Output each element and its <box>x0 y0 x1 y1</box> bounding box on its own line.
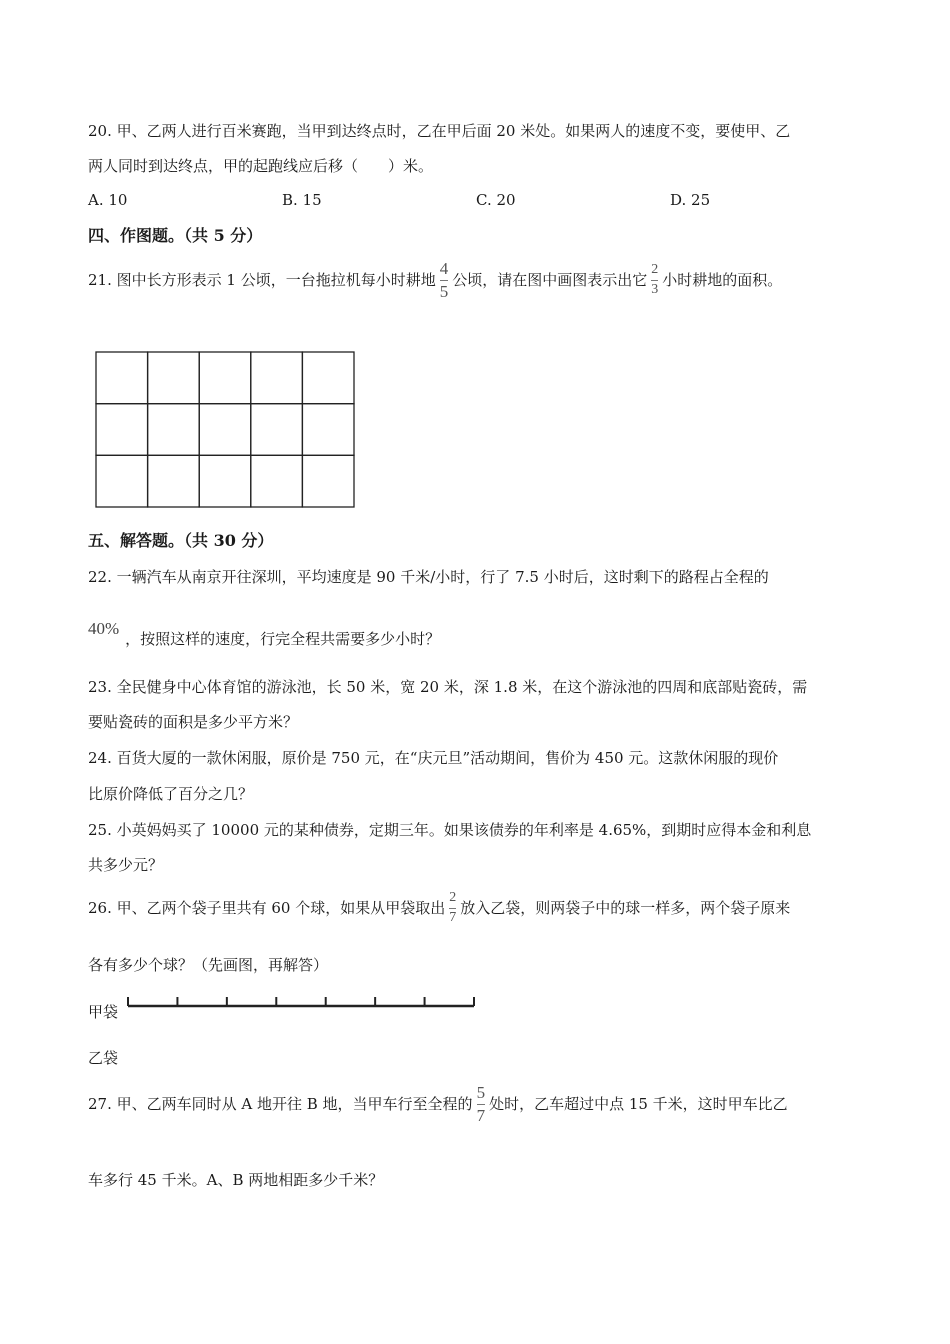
q21-part3: 小时耕地的面积。 <box>662 271 783 290</box>
q26-frac-den: 7 <box>449 909 457 925</box>
grid-cell[interactable] <box>96 352 148 404</box>
q26-part2: 放入乙袋，则两袋子中的球一样多，两个袋子原来 <box>460 899 791 918</box>
grid-cell[interactable] <box>148 455 200 507</box>
section-5-heading: 五、解答题。（共 30 分） <box>88 531 274 550</box>
q26-fraction <box>449 891 456 925</box>
grid-cell[interactable] <box>96 455 148 507</box>
q21-frac2-den: 3 <box>651 281 659 297</box>
q20-option-d: D. 25 <box>670 191 711 209</box>
grid-cell[interactable] <box>148 352 200 404</box>
q24-line1: 24. 百货大厦的一款休闲服，原价是 750 元，在“庆元旦”活动期间，售价为 450 元。这款休闲服的现价 <box>88 749 779 767</box>
q27-fraction <box>477 1084 486 1125</box>
grid-cell[interactable] <box>251 455 303 507</box>
q20-option-a: A. 10 <box>88 191 128 209</box>
q27-frac-num: 5 <box>476 1083 486 1102</box>
q27-part1: 27. 甲、乙两车同时从 A 地开往 B 地，当甲车行至全程的 <box>88 1095 473 1114</box>
q22-line2-wrap <box>88 619 441 649</box>
grid-cell[interactable] <box>302 352 354 404</box>
grid-cell[interactable] <box>96 404 148 456</box>
grid-cell[interactable] <box>199 455 251 507</box>
q26-frac-num: 2 <box>449 890 457 905</box>
bag-a-line-svg <box>126 994 478 1010</box>
q24-line2: 比原价降低了百分之几？ <box>88 785 254 803</box>
bag-b-label: 乙袋 <box>88 1049 119 1067</box>
q20-line1: 20. 甲、乙两人进行百米赛跑，当甲到达终点时，乙在甲后面 20 米处。如果两人的速度不变，要使甲、乙 <box>88 122 791 140</box>
q21-text <box>88 260 782 301</box>
bag-a-label: 甲袋 <box>88 1003 119 1021</box>
q20-line2: 两人同时到达终点，甲的起跑线应后移（ ）米。 <box>88 157 434 175</box>
q20-option-c: C. 20 <box>476 191 516 209</box>
q27-line2: 车多行 45 千米。A、B 两地相距多少千米？ <box>88 1171 384 1189</box>
section-4-heading: 四、作图题。（共 5 分） <box>88 226 263 245</box>
q21-part1: 21. 图中长方形表示 1 公顷，一台拖拉机每小时耕地 <box>88 271 436 290</box>
bag-a-line-diagram[interactable] <box>126 994 478 1014</box>
grid-cell[interactable] <box>302 404 354 456</box>
q26-line2: 各有多少个球？（先画图，再解答） <box>88 956 329 974</box>
q21-fraction-1 <box>440 260 449 301</box>
q23-line2: 要贴瓷砖的面积是多少平方米？ <box>88 713 299 731</box>
q27-frac-den: 7 <box>476 1105 486 1125</box>
q21-frac2-num: 2 <box>651 262 659 278</box>
q25-line1: 25. 小英妈妈买了 10000 元的某种债券，定期三年。如果该债券的年利率是 4.65%，到期时应得本金和利息 <box>88 821 812 839</box>
grid-cell[interactable] <box>251 352 303 404</box>
q21-part2: 公顷，请在图中画图表示出它 <box>452 271 648 290</box>
q23-line1: 23. 全民健身中心体育馆的游泳池，长 50 米，宽 20 米，深 1.8 米，在这个游泳池的四周和底部贴瓷砖，需 <box>88 678 808 696</box>
grid-cell[interactable] <box>199 352 251 404</box>
grid-svg <box>95 351 355 508</box>
q27-line1 <box>88 1084 788 1125</box>
q26-part1: 26. 甲、乙两个袋子里共有 60 个球，如果从甲袋取出 <box>88 899 446 918</box>
grid-cell[interactable] <box>302 455 354 507</box>
q21-frac1-den: 5 <box>439 281 449 301</box>
grid-cell[interactable] <box>199 404 251 456</box>
q22-line1: 22. 一辆汽车从南京开往深圳，平均速度是 90 千米/小时，行了 7.5 小时后，这时剩下的路程占全程的 <box>88 568 769 586</box>
grid-cell[interactable] <box>251 404 303 456</box>
grid-cell[interactable] <box>148 404 200 456</box>
q27-part2: 处时，乙车超过中点 15 千米，这时甲车比乙 <box>489 1095 788 1114</box>
q22-line2: ，按照这样的速度，行完全程共需要多少小时？ <box>125 630 441 648</box>
q22-percent: 40% <box>88 619 120 638</box>
q21-frac1-num: 4 <box>439 259 449 278</box>
q20-option-b: B. 15 <box>282 191 322 209</box>
q21-drawing-grid[interactable] <box>95 351 355 512</box>
q25-line2: 共多少元？ <box>88 856 164 874</box>
q21-fraction-2 <box>651 263 658 297</box>
q26-line1 <box>88 891 790 925</box>
